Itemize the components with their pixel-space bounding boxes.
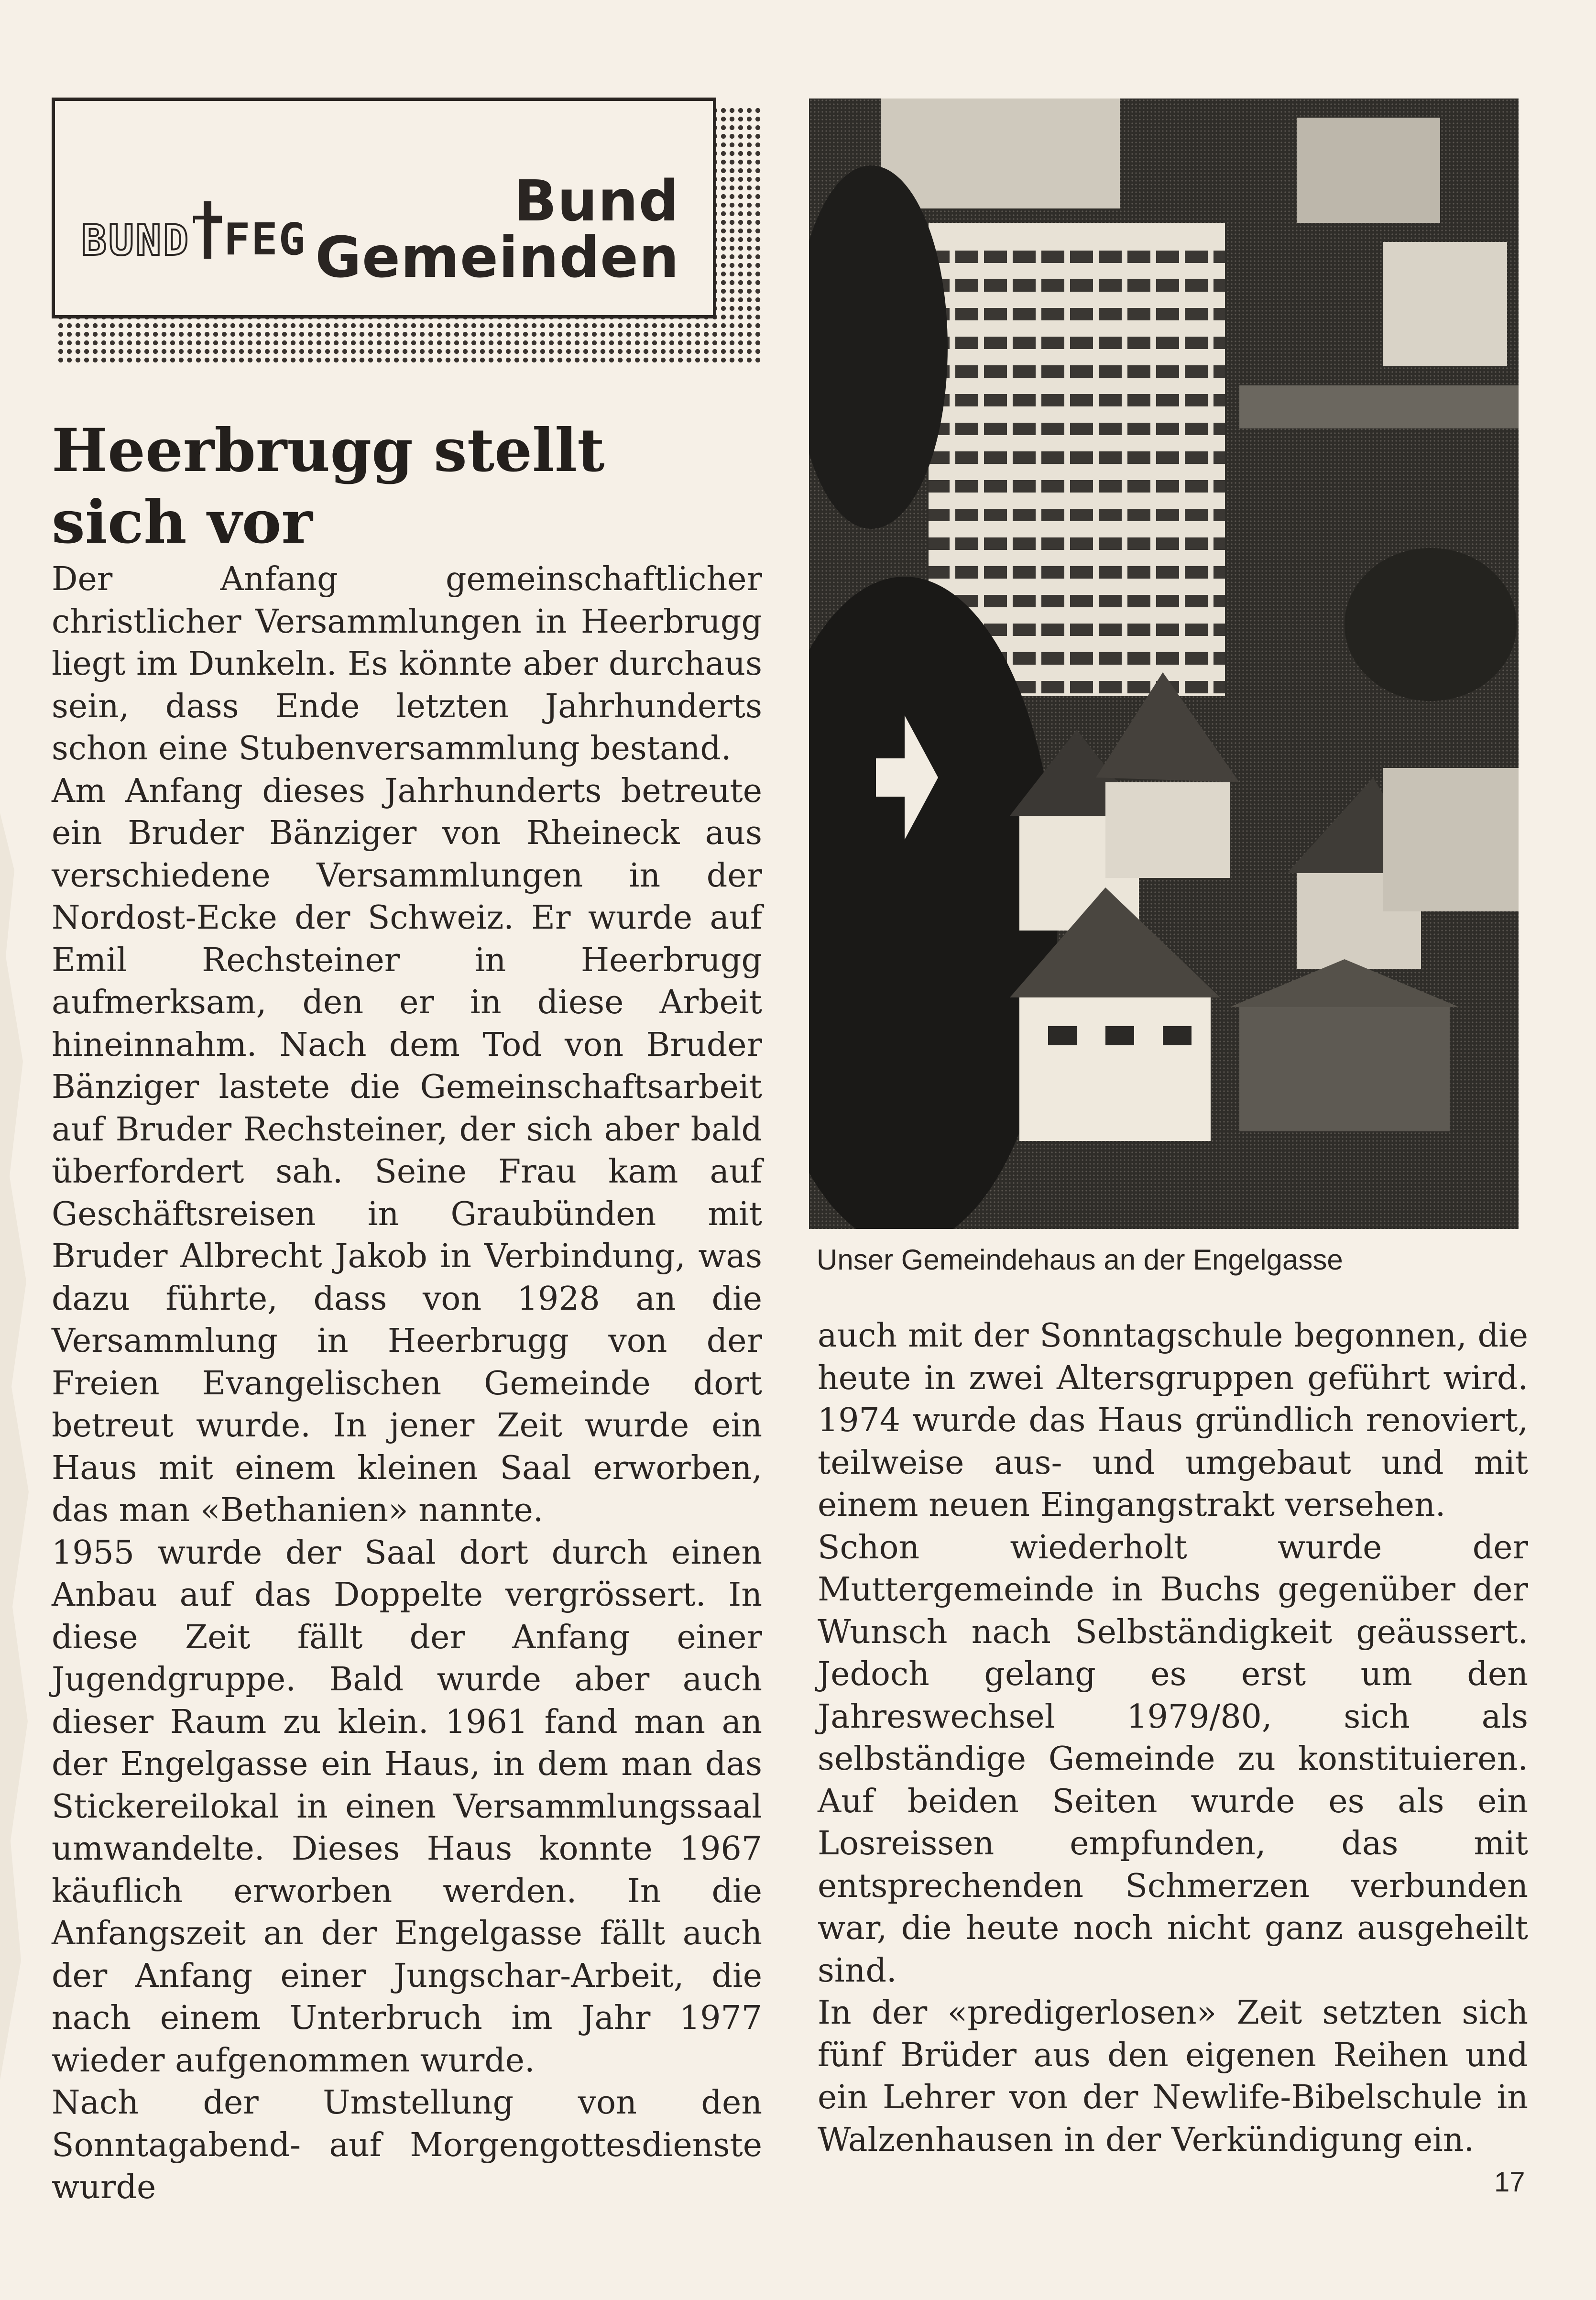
paragraph: 1955 wurde der Saal dort durch einen Anbau auf das Doppelte vergrössert. In diese Zeit fällt der Anfang einer Jugendgruppe. Bald wurde aber auch dieser Raum zu klein. 1961 fand man an der Engelgasse ein Haus, in dem man das Stickereilokal in einen Versammlungssaal umwandelte. Dieses Haus konnte 1967 käuflich erworben werden. In die Anfangszeit an der Engelgasse fällt auch der Anfang einer Jungschar-Arbeit, die nach einem Unterbruch im Jahr 1977 wieder aufgenommen wurde. (52, 1533, 762, 2080)
torn-edge (0, 813, 57, 2080)
church-house-photo (809, 99, 1519, 1229)
bund-feg-logo (81, 201, 306, 265)
logo-feg-text: FEG (223, 214, 306, 265)
logo-title-line1: Bund (514, 168, 679, 234)
page-number: 17 (1494, 2167, 1525, 2198)
paragraph: Am Anfang dieses Jahrhunderts betreute ein Bruder Bänziger von Rheineck aus verschiedene Versammlungen in der Nordost-Ecke der Schweiz. Er wurde auf Emil Rechsteiner in Heerbrugg aufmerksam, den er in diese Arbeit hineinnahm. Nach dem Tod von Bruder Bänziger lastete die Gemeinschaftsarbeit auf Bruder Rechsteiner, der sich aber bald überfordert sah. Seine Frau kam auf Geschäftsreisen in Graubünden mit Bruder Albrecht Jakob in Verbindung, was dazu führte, dass von 1928 an die Versammlung in Heerbrugg von der Freien Evangelischen Gemeinde dort betreut wurde. In jener Zeit wurde ein Haus mit einem kleinen Saal erworben, das man «Bethanien» nannte. (52, 772, 762, 1529)
cross-icon (193, 201, 222, 259)
logo-box (52, 98, 716, 318)
paragraph: Nach der Umstellung von den Sonntagabend- auf Morgengottesdienste wurde (52, 2084, 762, 2206)
right-column (818, 1315, 1528, 2161)
left-column (52, 559, 762, 2209)
logo-title (315, 168, 679, 290)
logo-title-line2: Gemeinden (315, 224, 679, 290)
logo-bund-text: BUND (81, 216, 190, 265)
paragraph: Schon wiederholt wurde der Muttergemeinde in Buchs gegenüber der Wunsch nach Selbständigkeit geäussert. Jedoch gelang es erst um den Jahreswechsel 1979/80, sich als selbständige Gemeinde zu konstituieren. Auf beiden Seiten wurde es als ein Losreissen empfunden, das mit entsprechenden Schmerzen verbunden war, die heute noch nicht ganz ausgeheilt sind. (818, 1528, 1528, 1990)
paragraph: In der «predigerlosen» Zeit setzten sich fünf Brüder aus den eigenen Reihen und ein Lehrer von der Newlife-Bibelschule in Walzenhausen in der Verkündigung ein. (818, 1994, 1528, 2159)
paragraph: Der Anfang gemeinschaftlicher christlicher Versammlungen in Heerbrugg liegt im Dunkeln. Es könnte aber durchaus sein, dass Ende letzten Jahrhunderts schon eine Stubenversammlung bestand. (52, 560, 762, 767)
photo-caption: Unser Gemeindehaus an der Engelgasse (817, 1244, 1343, 1276)
article-headline: Heerbrugg stellt sich vor (52, 416, 605, 557)
paragraph: auch mit der Sonntagschule begonnen, die heute in zwei Altersgruppen geführt wird. 1974 wurde das Haus gründlich renoviert, teilweise aus- und umgebaut und mit einem neuen Eingangstrakt versehen. (818, 1317, 1528, 1524)
